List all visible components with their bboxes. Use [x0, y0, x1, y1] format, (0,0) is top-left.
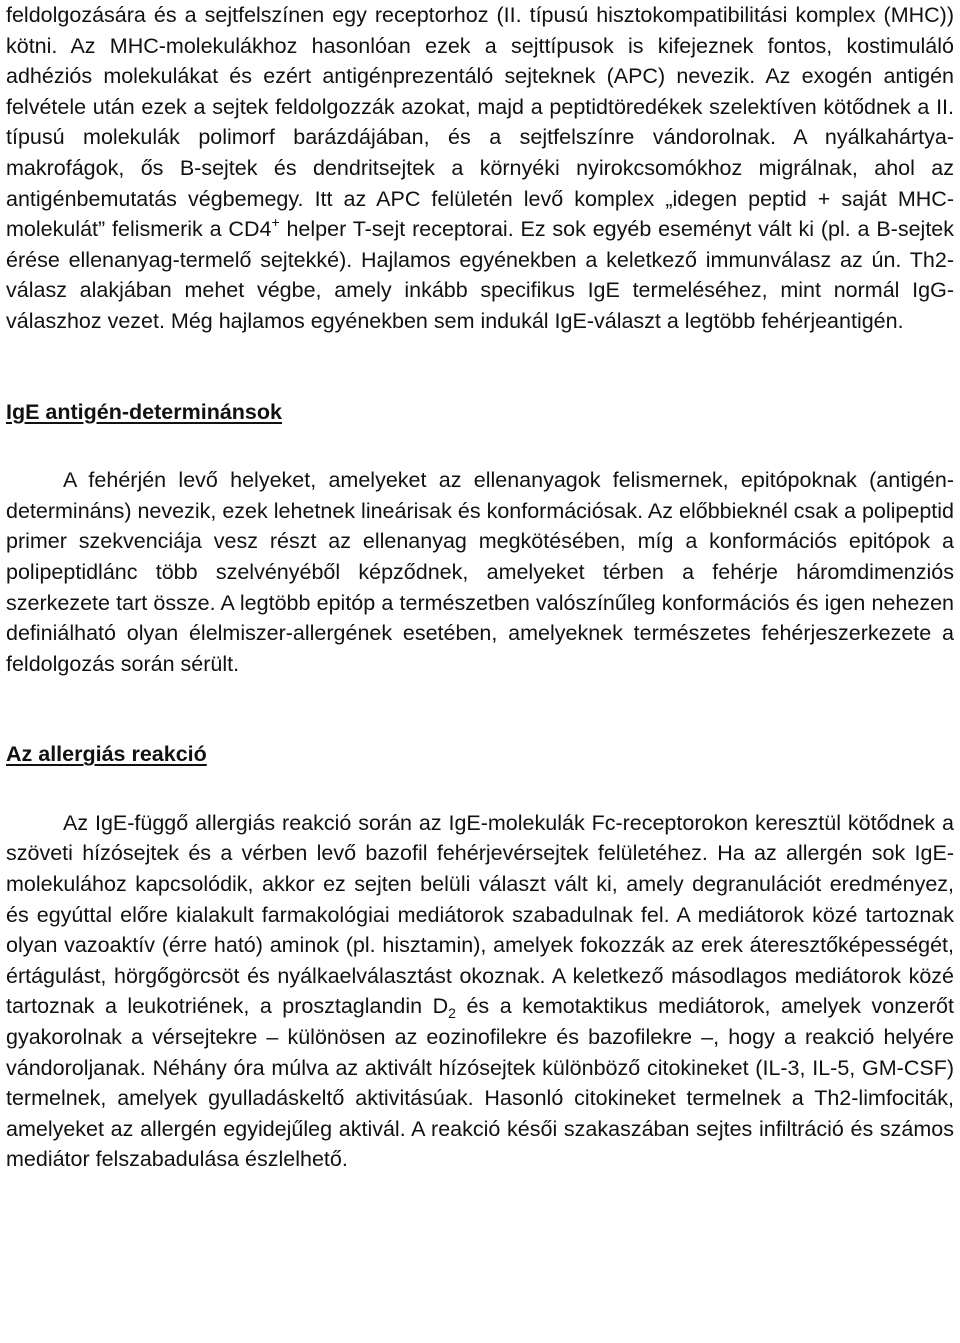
allergic-reaction-paragraph	[6, 808, 954, 1175]
spacer	[6, 679, 954, 739]
spacer	[6, 427, 954, 465]
spacer	[6, 337, 954, 397]
allergic-text-part1: Az IgE-függő allergiás reakció során az IgE-molekulák Fc-receptorokon keresztül kötődnek a szöveti hízósejtek és a vérben levő bazofil fehérjevérsejtek felületéhez. Ha az allergén sok IgE-molekulához kapcsolódik, akkor ez sejten belüli választ vált ki, amely degranulációt eredményez, és egyúttal előre kialakult farmakológiai mediátorok szabadulnak fel. A mediátorok közé tartoznak olyan vazoaktív (érre ható) aminok (pl. hisztamin), amelyek fokozzák az erek áteresztőképességét, értágulást, hörgőgörcsöt és nyálkaelválasztást okoznak. A keletkező másodlagos mediátorok közé tartoznak a leukotriének, a prosztaglandin D	[6, 810, 954, 1019]
allergic-text-part2: és a kemotaktikus mediátorok, amelyek vonzerőt gyakorolnak a vérsejtekre – különösen az eozinofilekre és bazofilekre –, hogy a reakció helyére vándoroljanak. Néhány óra múlva az aktivált hízósejtek különböző citokineket (IL-3, IL-5, GM-CSF) termelnek, amelyek gyulladáskeltő aktivitásúak. Hasonló citokineket termelnek a Th2-limfociták, amelyeket az allergén egyidejűleg aktivál. A reakció késői szakaszában sejtes infiltráció és számos mediátor felszabadulása észlelhető.	[6, 994, 954, 1172]
document-page	[6, 0, 954, 1175]
ige-determinants-paragraph: A fehérjén levő helyeket, amelyeket az ellenanyagok felismernek, epitópoknak (antigén-determináns) nevezik, ezek lehetnek lineárisak és konformációsak. Az előbbieknél csak a polipeptid primer szekvenciája vesz részt az ellenanyag megkötésében, míg a konformációs epitópok a polipeptidlánc több szelvényéből képződnek, amelyeket térben a fehérje háromdimenziós szerkezete tart össze. A legtöbb epitóp a természetben valószínűleg konformációs és igen nehezen definiálható olyan élelmiszer-allergének esetében, amelyeknek természetes fehérjeszerkezete a feldolgozás során sérült.	[6, 468, 954, 676]
spacer	[6, 770, 954, 808]
d2-subscript: 2	[448, 1005, 456, 1022]
intro-paragraph	[6, 0, 954, 337]
section-heading-ige-determinants: IgE antigén-determinánsok	[6, 399, 282, 424]
cd4-superscript: +	[271, 214, 280, 231]
intro-text-part2: helper T-sejt receptorai. Ez sok egyéb eseményt vált ki (pl. a B-sejtek érése ellenanyag-termelő sejtekké). Hajlamos egyénekben a keletkező immunválasz az ún. Th2-válasz alakjában mehet végbe, amely inkább specifikus IgE termeléséhez, mint normál IgG-válaszhoz vezet. Még hajlamos egyénekben sem indukál IgE-választ a legtöbb fehérjeantigén.	[6, 217, 955, 333]
section-heading-allergic-reaction: Az allergiás reakció	[6, 742, 207, 767]
intro-text-part1: feldolgozására és a sejtfelszínen egy receptorhoz (II. típusú hisztokompatibilitási komplex (MHC)) kötni. Az MHC-molekulákhoz hasonlóan ezek a sejttípusok is kifejeznek fontos, kostimuláló adhéziós molekulákat és ezért antigénprezentáló sejteknek (APC) nevezik. Az exogén antigén felvétele után ezek a sejtek feldolgozzák azokat, majd a peptidtöredékek szelektíven kötődnek a II. típusú molekulák polimorf barázdájában, és a sejtfelszínre vándorolnak. A nyálkahártya-makrofágok, ős B-sejtek és dendritsejtek a környéki nyirokcsomókhoz migrálnak, ahol az antigénbemutatás végbemegy. Itt az APC felületén levő komplex „idegen peptid + saját MHC-molekulát” felismerik a CD4	[6, 3, 954, 242]
